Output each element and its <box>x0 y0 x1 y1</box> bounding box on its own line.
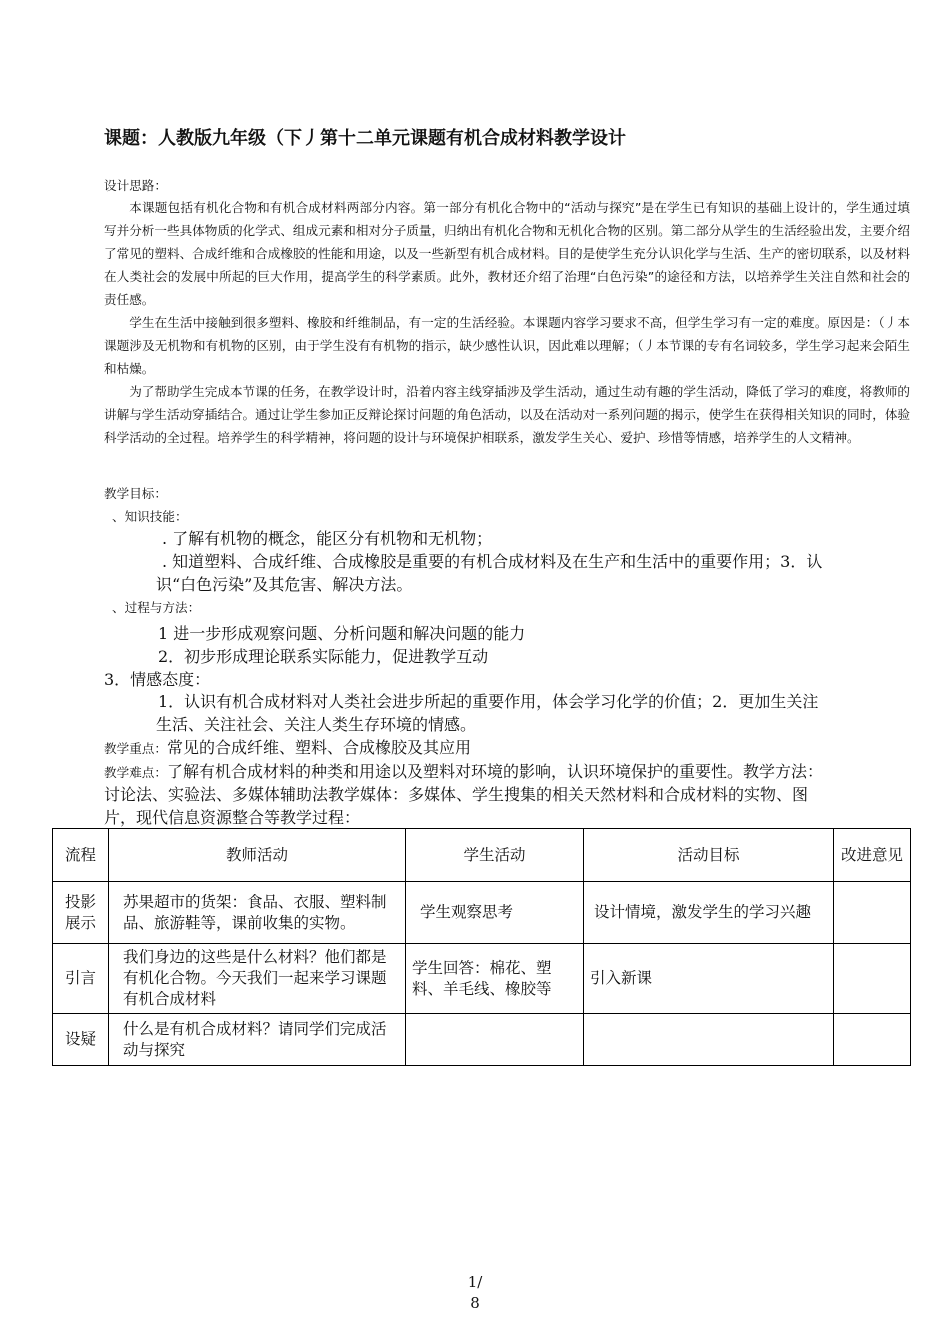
emotion-item-1: 1．认识有机合成材料对人类社会进步所起的重要作用，体会学习化学的价值；2．更加生关注 <box>158 692 819 711</box>
table-cell: 设疑 <box>53 1014 109 1066</box>
table-cell <box>584 1014 834 1066</box>
header-cell: 教师活动 <box>109 829 406 882</box>
table-cell: 苏果超市的货架：食品、衣服、塑料制品、旅游鞋等，课前收集的实物。 <box>109 882 406 944</box>
design-paragraph: 为了帮助学生完成本节课的任务，在教学设计时，沿着内容主线穿插涉及学生活动，通过生动有趣的学生活动，降低了学习的难度，将教师的讲解与学生活动穿插结合。通过让学生参加正反辩论探讨问题的角色活动，以及在活动对一系列问题的揭示，使学生在获得相关知识的同时，体验科学活动的全过程。培养学生的科学精神，将问题的设计与环境保护相联系，激发学生关心、爱护、珍惜等情感，培养学生的人文精神。 <box>104 384 910 445</box>
table-row <box>53 944 911 1014</box>
knowledge-item-2: . 知道塑料、合成纤维、合成橡胶是重要的有机合成材料及在生产和生活中的重要作用；3．认 <box>162 552 823 571</box>
teaching-process-table <box>52 828 911 1066</box>
emotion-item-1-cont: 生活、关注社会、关注人类生存环境的情感。 <box>156 715 477 734</box>
key-point-label: 教学重点： <box>104 741 167 756</box>
table-cell <box>834 882 911 944</box>
key-point-text: 常见的合成纤维、塑料、合成橡胶及其应用 <box>166 738 471 757</box>
table-row <box>53 1014 911 1066</box>
key-point <box>104 736 471 760</box>
knowledge-item-1: . 了解有机物的概念，能区分有机物和无机物； <box>162 529 493 548</box>
page-number-current: 1/ <box>467 1273 483 1291</box>
table-cell: 什么是有机合成材料？请同学们完成活动与探究 <box>109 1014 406 1066</box>
difficulty-label: 教学难点： <box>104 765 167 780</box>
page-number-total: 8 <box>470 1294 480 1312</box>
header-cell: 学生活动 <box>406 829 584 882</box>
table-cell: 学生观察思考 <box>406 882 584 944</box>
knowledge-label: 、知识技能： <box>112 509 188 524</box>
difficulty-point <box>104 760 823 784</box>
difficulty-text-cont: 片，现代信息资源整合等教学过程： <box>104 808 361 827</box>
table-cell <box>834 1014 911 1066</box>
page-number <box>0 1272 950 1314</box>
table-cell <box>406 1014 584 1066</box>
design-body <box>104 196 910 449</box>
page-title: 课题：人教版九年级（下丿第十二单元课题有机合成材料教学设计 <box>104 128 626 149</box>
table-cell: 学生回答：棉花、塑料、羊毛线、橡胶等 <box>406 944 584 1014</box>
design-paragraph: 本课题包括有机化合物和有机合成材料两部分内容。第一部分有机化合物中的“活动与探究”是在学生已有知识的基础上设计的，学生通过填写并分析一些具体物质的化学式、组成元素和相对分子质量，归纳出有机化合物和无机化合物的区别。第二部分从学生的生活经验出发，主要介绍了常见的塑料、合成纤维和合成橡胶的性能和用途，以及一些新型有机合成材料。目的是使学生充分认识化学与生活、生产的密切联系，以及材料在人类社会的发展中所起的巨大作用，提高学生的科学素质。此外，教材还介绍了治理“白色污染”的途径和方法，以培养学生关注自然和社会的责任感。 <box>104 200 910 307</box>
table-cell: 设计情境，激发学生的学习兴趣 <box>584 882 834 944</box>
process-item-1: 1 进一步形成观察问题、分析问题和解决问题的能力 <box>158 624 526 643</box>
header-cell: 改进意见 <box>834 829 911 882</box>
design-paragraph: 学生在生活中接触到很多塑料、橡胶和纤维制品，有一定的生活经验。本课题内容学习要求不高，但学生学习有一定的难度。原因是：（丿本课题涉及无机物和有机物的区别，由于学生没有有机物的指示，缺少感性认识，因此难以理解；（丿本节课的专有名词较多，学生学习起来会陌生和枯燥。 <box>104 315 910 376</box>
process-item-2: 2．初步形成理论联系实际能力，促进教学互动 <box>158 647 489 666</box>
table-header-row <box>53 829 911 882</box>
difficulty-text: 了解有机合成材料的种类和用途以及塑料对环境的影响，认识环境保护的重要性。教学方法： <box>166 762 823 781</box>
design-label: 设计思路： <box>104 178 167 193</box>
emotion-label: 3．情感态度： <box>104 670 211 689</box>
table-cell: 我们身边的这些是什么材料？他们都是有机化合物。今天我们一起来学习课题有机合成材料 <box>109 944 406 1014</box>
table-cell <box>834 944 911 1014</box>
process-label: 、过程与方法： <box>112 600 201 615</box>
difficulty-text-cont: 讨论法、实验法、多媒体辅助法教学媒体：多媒体、学生搜集的相关天然材料和合成材料的实物、图 <box>104 785 809 804</box>
table-cell: 引入新课 <box>584 944 834 1014</box>
header-cell: 流程 <box>53 829 109 882</box>
header-cell: 活动目标 <box>584 829 834 882</box>
table-row <box>53 882 911 944</box>
goals-label: 教学目标： <box>104 486 167 501</box>
knowledge-item-2-cont: 识“白色污染”及其危害、解决方法。 <box>156 575 413 594</box>
table-cell: 投影展示 <box>53 882 109 944</box>
table-cell: 引言 <box>53 944 109 1014</box>
